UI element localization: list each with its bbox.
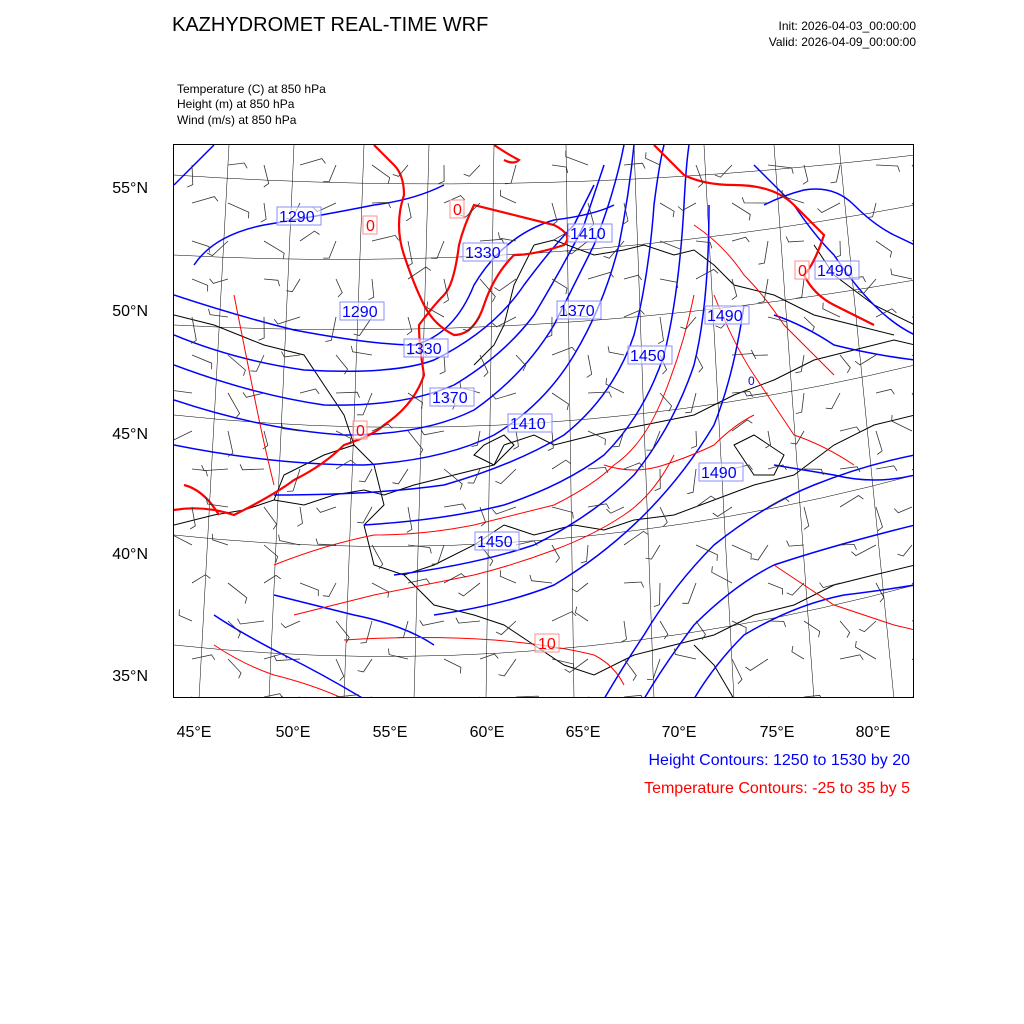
wind-barb xyxy=(588,697,608,698)
wind-barb xyxy=(682,583,696,603)
wind-barb xyxy=(696,165,703,187)
lat-label-45n: 45°N xyxy=(112,426,148,443)
wind-barb xyxy=(804,621,820,637)
wind-barb xyxy=(713,507,732,517)
wind-barb xyxy=(912,317,914,327)
wind-barb xyxy=(264,165,269,187)
wind-barb xyxy=(179,609,192,621)
wind-barb xyxy=(588,467,608,472)
wind-barb xyxy=(548,431,553,451)
wind-barb xyxy=(444,504,466,509)
temperature-label: 0 xyxy=(798,263,807,280)
wind-barb xyxy=(192,655,215,660)
wind-barb xyxy=(500,570,516,583)
wind-barb xyxy=(420,620,444,625)
wind-barb xyxy=(499,659,517,676)
wind-barb xyxy=(892,415,912,431)
lon-label-80e: 80°E xyxy=(855,724,891,741)
wind-barb xyxy=(360,621,372,643)
map-canvas xyxy=(174,145,914,698)
wind-barb xyxy=(840,427,860,432)
wind-barb xyxy=(192,469,208,476)
map-title: KAZHYDROMET REAL-TIME WRF xyxy=(172,14,489,36)
wind-barb xyxy=(192,197,218,203)
wind-barb xyxy=(795,355,804,373)
wind-barb xyxy=(912,355,914,369)
wind-barb xyxy=(658,317,663,344)
wind-barb xyxy=(768,165,793,174)
wind-barb xyxy=(624,310,645,317)
wind-barb xyxy=(552,545,560,563)
wind-barb xyxy=(492,507,516,514)
wind-barb xyxy=(407,507,412,532)
wind-barb xyxy=(546,317,552,338)
wind-barb xyxy=(678,203,696,210)
wind-barb xyxy=(912,235,914,241)
wind-barb xyxy=(282,696,300,698)
wind-barb xyxy=(336,659,344,681)
wind-barb xyxy=(897,545,912,556)
wind-barb xyxy=(696,355,703,372)
wind-barb xyxy=(500,190,516,203)
lon-label-55e: 55°E xyxy=(372,724,408,741)
wind-barb xyxy=(408,579,430,584)
lon-label-50e: 50°E xyxy=(275,724,311,741)
wind-barb xyxy=(281,621,300,628)
wind-barb xyxy=(840,496,863,508)
wind-barb xyxy=(646,545,660,559)
height-label: 1290 xyxy=(342,304,378,321)
wind-barb xyxy=(876,466,897,471)
wind-barb xyxy=(191,317,196,343)
wind-barb xyxy=(537,697,552,698)
wind-barb xyxy=(660,621,668,639)
wind-barb xyxy=(759,241,769,264)
wind-barb xyxy=(768,697,780,698)
lon-label-45e: 45°E xyxy=(176,724,212,741)
wind-barb xyxy=(228,583,247,604)
wind-barb xyxy=(421,430,444,435)
wind-barb xyxy=(787,541,805,547)
height-label: 1330 xyxy=(465,245,501,262)
wind-barb xyxy=(174,529,192,545)
wind-barb xyxy=(912,697,914,698)
wind-barb xyxy=(840,544,857,550)
wind-barb xyxy=(264,694,283,698)
wind-barb xyxy=(712,697,732,698)
wind-barb xyxy=(742,197,768,203)
wind-barb xyxy=(359,469,372,482)
wind-barb xyxy=(787,583,804,595)
wind-barb xyxy=(228,203,249,218)
wind-barb xyxy=(286,279,300,292)
wind-barb xyxy=(715,165,732,177)
wind-barb xyxy=(581,545,588,563)
wind-barb xyxy=(393,469,409,484)
wind-barb xyxy=(660,393,672,411)
wind-barb xyxy=(835,241,841,258)
wind-barb xyxy=(752,545,768,560)
wind-barb xyxy=(786,237,804,242)
height-label: 1450 xyxy=(630,348,666,365)
lon-label-65e: 65°E xyxy=(565,724,601,741)
wind-barb xyxy=(428,697,444,698)
wind-barb xyxy=(912,583,914,604)
field-wind: Wind (m/s) at 850 hPa xyxy=(177,113,297,127)
wind-barb xyxy=(505,165,516,184)
wind-barb xyxy=(646,152,660,165)
wind-barb xyxy=(660,279,678,288)
wind-barb xyxy=(228,393,240,418)
wind-barb xyxy=(323,583,336,596)
wind-barb xyxy=(552,165,568,173)
wind-barb xyxy=(480,355,488,377)
wind-barb xyxy=(876,241,892,258)
lat-label-55n: 55°N xyxy=(112,180,148,197)
wind-barb xyxy=(444,574,466,583)
valid-time: Valid: 2026-04-09_00:00:00 xyxy=(768,35,916,49)
wind-barb xyxy=(297,507,302,526)
wind-barb xyxy=(228,431,233,456)
wind-barb xyxy=(840,697,847,698)
field-temperature: Temperature (C) at 850 hPa xyxy=(177,82,326,96)
temperature-label: 0 xyxy=(356,423,365,440)
wind-barb xyxy=(552,460,571,469)
wind-barb xyxy=(891,269,912,279)
wind-barb xyxy=(876,165,900,172)
wind-barb xyxy=(317,507,337,512)
wind-barb xyxy=(495,469,516,484)
wind-barb xyxy=(192,279,208,291)
wind-barb xyxy=(803,165,808,184)
temperature-label: 10 xyxy=(538,636,556,653)
wind-barb xyxy=(685,393,696,413)
wind-barb xyxy=(686,697,697,698)
wind-barb xyxy=(202,465,228,470)
wind-barb xyxy=(865,697,877,698)
height-label: 1490 xyxy=(707,308,743,325)
wind-barb xyxy=(691,431,697,448)
wind-barb xyxy=(687,469,696,494)
height-label: 1490 xyxy=(701,465,737,482)
wind-barb xyxy=(606,378,624,393)
wind-barb xyxy=(405,697,410,698)
wind-barb xyxy=(912,469,914,490)
wind-barb xyxy=(768,583,783,595)
lat-label-35n: 35°N xyxy=(112,668,148,685)
wind-barb xyxy=(572,583,588,592)
height-label: 1370 xyxy=(559,303,595,320)
lat-label-40n: 40°N xyxy=(112,546,148,563)
wind-barb xyxy=(358,659,372,672)
wind-barb xyxy=(680,317,696,329)
wind-barb xyxy=(274,317,300,324)
wind-barb xyxy=(357,507,372,523)
wind-barb xyxy=(804,695,823,698)
wind-barb xyxy=(431,241,444,258)
wind-barb xyxy=(458,583,480,596)
init-time: Init: 2026-04-03_00:00:00 xyxy=(778,19,916,33)
wind-barb xyxy=(552,612,576,621)
wind-barb xyxy=(516,696,541,698)
wind-barb xyxy=(566,151,588,165)
wind-barb xyxy=(316,539,336,546)
wind-barb xyxy=(192,355,212,369)
wind-barb xyxy=(674,649,696,660)
wind-barb xyxy=(826,393,840,409)
wind-barb xyxy=(840,621,850,638)
wind-barb xyxy=(712,566,732,583)
wind-barb xyxy=(855,641,876,659)
wind-barb xyxy=(608,346,624,355)
wind-barb xyxy=(406,203,411,221)
wind-barb xyxy=(336,279,342,297)
temperature-label: 0 xyxy=(366,218,375,235)
wind-barb xyxy=(552,507,573,518)
wind-barb xyxy=(439,165,445,184)
wind-barb xyxy=(796,279,804,299)
wind-barb xyxy=(624,531,649,545)
wind-barb xyxy=(264,507,277,529)
wind-barb xyxy=(876,389,894,394)
wind-barb xyxy=(565,659,588,672)
wind-barb xyxy=(696,621,706,640)
wind-barb xyxy=(587,355,592,377)
wind-barb xyxy=(407,317,412,335)
temperature-contour-legend: Temperature Contours: -25 to 35 by 5 xyxy=(644,780,910,797)
height-labels xyxy=(277,207,859,551)
wind-barb xyxy=(732,279,737,300)
wind-barb xyxy=(588,392,612,398)
wind-barb xyxy=(372,235,399,241)
wind-barb xyxy=(300,389,319,394)
wind-barb xyxy=(372,165,390,184)
wind-barb xyxy=(192,575,210,583)
wind-barb xyxy=(912,165,914,184)
wind-barb xyxy=(796,393,804,414)
wind-barb xyxy=(624,582,644,588)
height-label: 1410 xyxy=(510,416,546,433)
wind-barb xyxy=(732,545,751,560)
wind-barb xyxy=(282,352,301,357)
wind-barb xyxy=(859,621,876,632)
wind-barb xyxy=(323,165,336,182)
wind-barb xyxy=(300,231,320,241)
wind-barb xyxy=(552,393,569,410)
wind-barb xyxy=(336,392,360,398)
wind-barb xyxy=(530,575,552,583)
wind-barb xyxy=(464,165,480,176)
lon-label-70e: 70°E xyxy=(661,724,697,741)
wind-barb xyxy=(746,659,769,671)
wind-barb xyxy=(732,203,750,220)
wind-barb xyxy=(792,646,804,659)
wind-barb xyxy=(876,431,882,455)
borders xyxy=(174,240,914,698)
wind-barb xyxy=(372,583,389,598)
wind-barb xyxy=(210,279,228,284)
wind-barb xyxy=(228,659,241,678)
wind-barb xyxy=(604,241,624,258)
wind-barb xyxy=(325,317,336,342)
lon-label-60e: 60°E xyxy=(469,724,505,741)
wind-barb xyxy=(513,431,518,449)
wind-barb xyxy=(407,241,412,267)
wind-barb xyxy=(174,697,192,698)
wind-barb xyxy=(264,279,280,286)
wind-barb xyxy=(462,697,480,698)
wind-barb xyxy=(804,507,809,529)
temperature-zero-contour xyxy=(174,145,874,515)
height-label: 1410 xyxy=(570,226,606,243)
wind-barb xyxy=(817,203,840,213)
wind-barb xyxy=(765,431,770,448)
temperature-label: 0 xyxy=(453,202,462,219)
wind-barb xyxy=(336,695,361,698)
wind-barb xyxy=(654,583,660,607)
wind-barb xyxy=(912,659,914,672)
height-label: 1450 xyxy=(477,534,513,551)
wind-barb xyxy=(174,384,192,393)
wind-barb xyxy=(552,203,557,225)
wind-barb xyxy=(174,431,192,441)
wind-barb xyxy=(867,203,876,218)
lat-label-50n: 50°N xyxy=(112,303,148,320)
lon-label-75e: 75°E xyxy=(759,724,795,741)
wind-barb xyxy=(238,619,265,624)
height-label: 1490 xyxy=(817,263,853,280)
height-label: 1330 xyxy=(406,341,442,358)
wind-barb xyxy=(190,507,195,529)
wind-barb xyxy=(388,649,408,659)
wind-barb xyxy=(840,355,850,373)
wind-barb xyxy=(621,621,626,642)
wind-barb xyxy=(351,346,372,355)
wind-barb xyxy=(261,203,266,222)
map-panel xyxy=(173,144,914,698)
wind-barb xyxy=(768,621,786,627)
wind-barb xyxy=(209,309,229,317)
wind-barb xyxy=(264,241,284,259)
wind-barb xyxy=(855,355,876,365)
wind-barb xyxy=(552,347,576,355)
wind-barb xyxy=(207,697,228,698)
height-label: 1290 xyxy=(279,209,315,226)
wind-barb xyxy=(831,165,841,183)
wind-barb xyxy=(444,469,462,490)
height-label: 0 xyxy=(748,374,755,388)
wind-barb xyxy=(912,393,914,418)
wind-barb xyxy=(240,464,264,470)
wind-barb xyxy=(912,616,914,621)
wind-barb xyxy=(444,659,461,673)
wind-barb xyxy=(732,237,749,242)
wind-barb xyxy=(264,575,281,583)
field-height: Height (m) at 850 hPa xyxy=(177,97,295,111)
wind-barb xyxy=(323,241,336,258)
wind-barb xyxy=(300,159,326,165)
height-contour-legend: Height Contours: 1250 to 1530 by 20 xyxy=(648,752,910,769)
wind-barb xyxy=(228,163,247,168)
wind-barb xyxy=(660,697,667,698)
wind-barb xyxy=(368,279,373,300)
height-label: 1370 xyxy=(432,390,468,407)
wind-barb xyxy=(894,507,912,513)
wind-barb xyxy=(660,241,681,255)
wind-barb xyxy=(732,659,742,684)
wind-barb xyxy=(575,607,588,621)
wind-barb xyxy=(480,654,498,659)
wind-barb xyxy=(300,583,318,596)
wind-barb xyxy=(456,618,480,623)
wind-barb xyxy=(840,655,863,660)
wind-barb xyxy=(624,695,644,698)
wind-barb xyxy=(660,203,674,217)
